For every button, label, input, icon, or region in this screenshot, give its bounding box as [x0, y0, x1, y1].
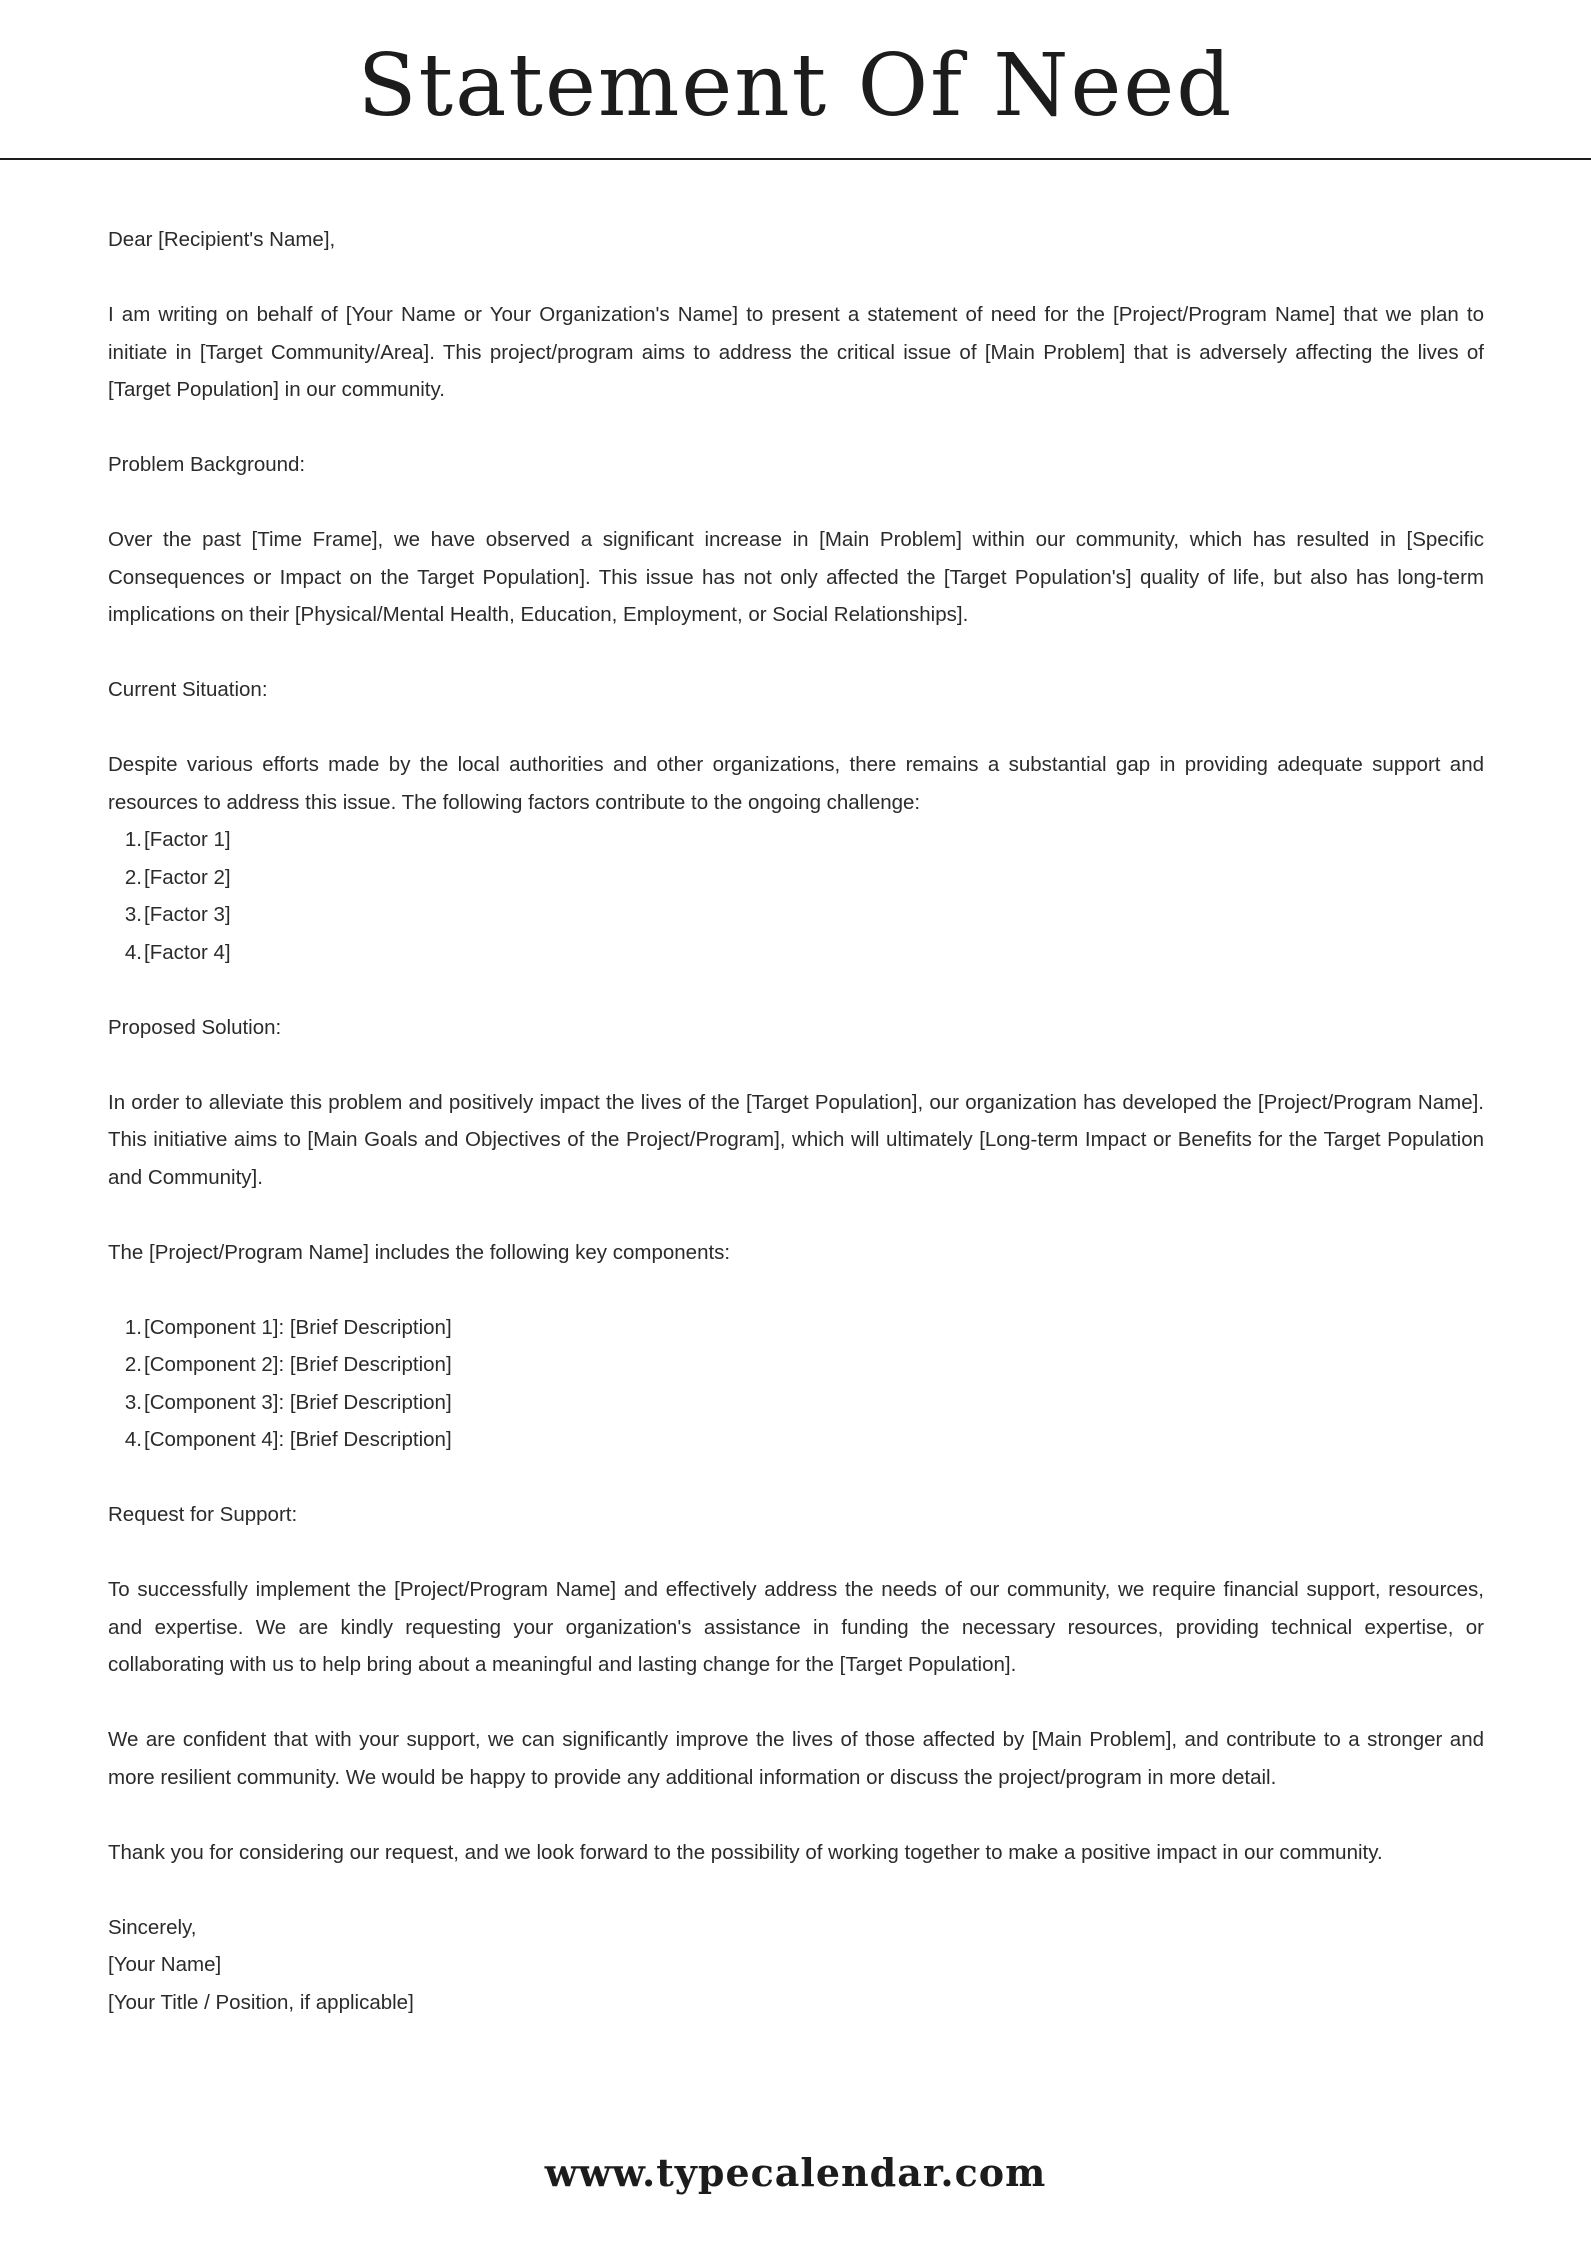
salutation: Dear [Recipient's Name], — [108, 228, 336, 251]
list-item-text: [Factor 4] — [144, 940, 231, 964]
proposed-solution-heading: Proposed Solution: — [108, 1015, 282, 1039]
list-item-text: [Component 3]: [Brief Description] — [144, 1390, 452, 1414]
components-intro: The [Project/Program Name] includes the following key components: — [108, 1240, 731, 1264]
list-number: 1. — [124, 828, 142, 851]
list-item-text: [Component 1]: [Brief Description] — [144, 1315, 452, 1339]
confidence-paragraph: We are confident that with your support, we can significantly improve the lives of those affected by [Main Problem], and contribute to a stronger and more resilient community. We would be happy to provide any additional information or discuss the project/program in more detail. — [108, 1728, 1484, 1789]
list-item-text: [Factor 2] — [144, 865, 231, 889]
list-item — [108, 859, 1484, 897]
component-list — [108, 1309, 1484, 1459]
list-number: 3. — [124, 1390, 142, 1414]
list-item — [108, 1421, 1484, 1459]
problem-background-paragraph: Over the past [Time Frame], we have observed a significant increase in [Main Problem] within our community, which has resulted in [Specific Consequences or Impact on the Target Population]. This issue has not only affected the [Target Population's] quality of life, but also has long-term implications on their [Physical/Mental Health, Education, Employment, or Social Relationships]. — [108, 528, 1484, 626]
list-number: 1. — [124, 1315, 142, 1339]
sender-name: [Your Name] — [108, 1953, 222, 1976]
sign-off: Sincerely, — [108, 1915, 197, 1939]
sender-title: [Your Title / Position, if applicable] — [108, 1990, 414, 2014]
proposed-solution-paragraph: In order to alleviate this problem and positively impact the lives of the [Target Population], our organization has developed the [Project/Program Name]. This initiative aims to [Main Goals and Objectives of the Project/Program], which will ultimately [Long-term Impact or Benefits for the Target Population and Community]. — [108, 1090, 1484, 1189]
list-item — [108, 1384, 1484, 1422]
request-for-support-paragraph: To successfully implement the [Project/Program Name] and effectively address the needs of our community, we require financial support, resources, and expertise. We are kindly requesting your organization's assistance in funding the necessary resources, providing technical expertise, or collaborating with us to help bring about a meaningful and lasting change for the [Target Population]. — [108, 1578, 1484, 1676]
title-divider — [0, 158, 1591, 160]
intro-paragraph: I am writing on behalf of [Your Name or Your Organization's Name] to present a statement of need for the [Project/Program Name] that we plan to initiate in [Target Community/Area]. This project/program aims to address the critical issue of [Main Problem] that is adversely affecting the lives of [Target Population] in our community. — [108, 303, 1484, 401]
current-situation-heading: Current Situation: — [108, 678, 268, 701]
list-item — [108, 934, 1484, 972]
thanks-paragraph: Thank you for considering our request, and we look forward to the possibility of working together to make a positive impact in our community. — [108, 1840, 1383, 1864]
list-item-text: [Factor 1] — [144, 828, 231, 851]
document-title: Statement Of Need — [357, 36, 1234, 136]
list-number: 2. — [124, 1353, 142, 1376]
list-number: 4. — [124, 1428, 142, 1451]
list-item — [108, 1346, 1484, 1384]
list-item — [108, 1309, 1484, 1347]
list-number: 4. — [124, 940, 142, 964]
signature-block — [108, 1909, 1484, 2022]
current-situation-paragraph: Despite various efforts made by the local authorities and other organizations, there remains a substantial gap in providing adequate support and resources to address this issue. The following factors contribute to the ongoing challenge: — [108, 753, 1484, 814]
factor-list — [108, 821, 1484, 971]
list-item-text: [Component 4]: [Brief Description] — [144, 1428, 452, 1451]
letter-body — [108, 221, 1484, 2021]
list-number: 3. — [124, 903, 142, 926]
list-item — [108, 821, 1484, 859]
list-item-text: [Component 2]: [Brief Description] — [144, 1353, 452, 1376]
request-for-support-heading: Request for Support: — [108, 1503, 298, 1526]
problem-background-heading: Problem Background: — [108, 453, 306, 476]
list-number: 2. — [124, 865, 142, 889]
list-item — [108, 896, 1484, 934]
footer-website: www.typecalendar.com — [544, 2150, 1047, 2195]
list-item-text: [Factor 3] — [144, 903, 231, 926]
